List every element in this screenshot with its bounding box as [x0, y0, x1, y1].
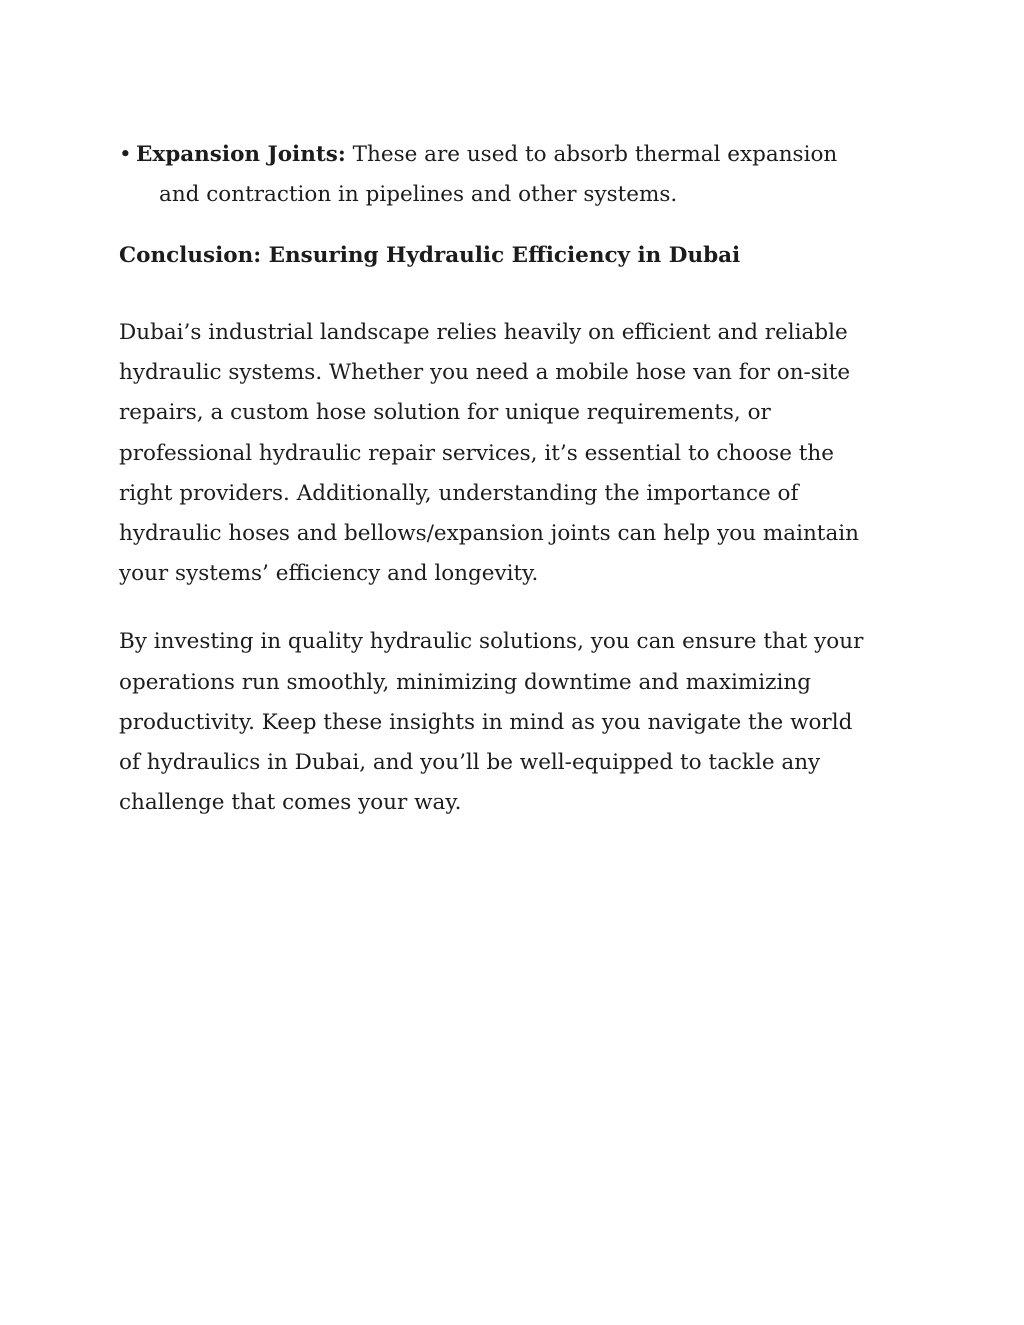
paragraph-1: Dubai’s industrial landscape relies heavily on efficient and reliable hydraulic systems. Whether you need a mobile hose van for on-site repairs, a custom hose solution for unique requirements, or professional hydraulic repair services, it’s essential to choose the right providers. Additionally, understanding the importance of hydraulic hoses and bellows/expansion joints can help you maintain your systems’ efficiency and longevity.	[119, 320, 859, 587]
paragraph-2: By investing in quality hydraulic solutions, you can ensure that your operations run smoothly, minimizing downtime and maximizing productivity. Keep these insights in mind as you navigate the world of hydraulics in Dubai, and you’ll be well-equipped to tackle any challenge that comes your way.	[119, 629, 864, 816]
section-heading: Conclusion: Ensuring Hydraulic Efficiency in Dubai	[119, 243, 741, 268]
bullet-icon: •	[119, 142, 132, 167]
bullet-term: Expansion Joints:	[136, 142, 346, 167]
bullet-text: These are used to absorb thermal expansion and contraction in pipelines and other systems.	[159, 142, 838, 207]
bullet-item-expansion-joints	[119, 135, 879, 215]
document-page	[119, 135, 879, 823]
